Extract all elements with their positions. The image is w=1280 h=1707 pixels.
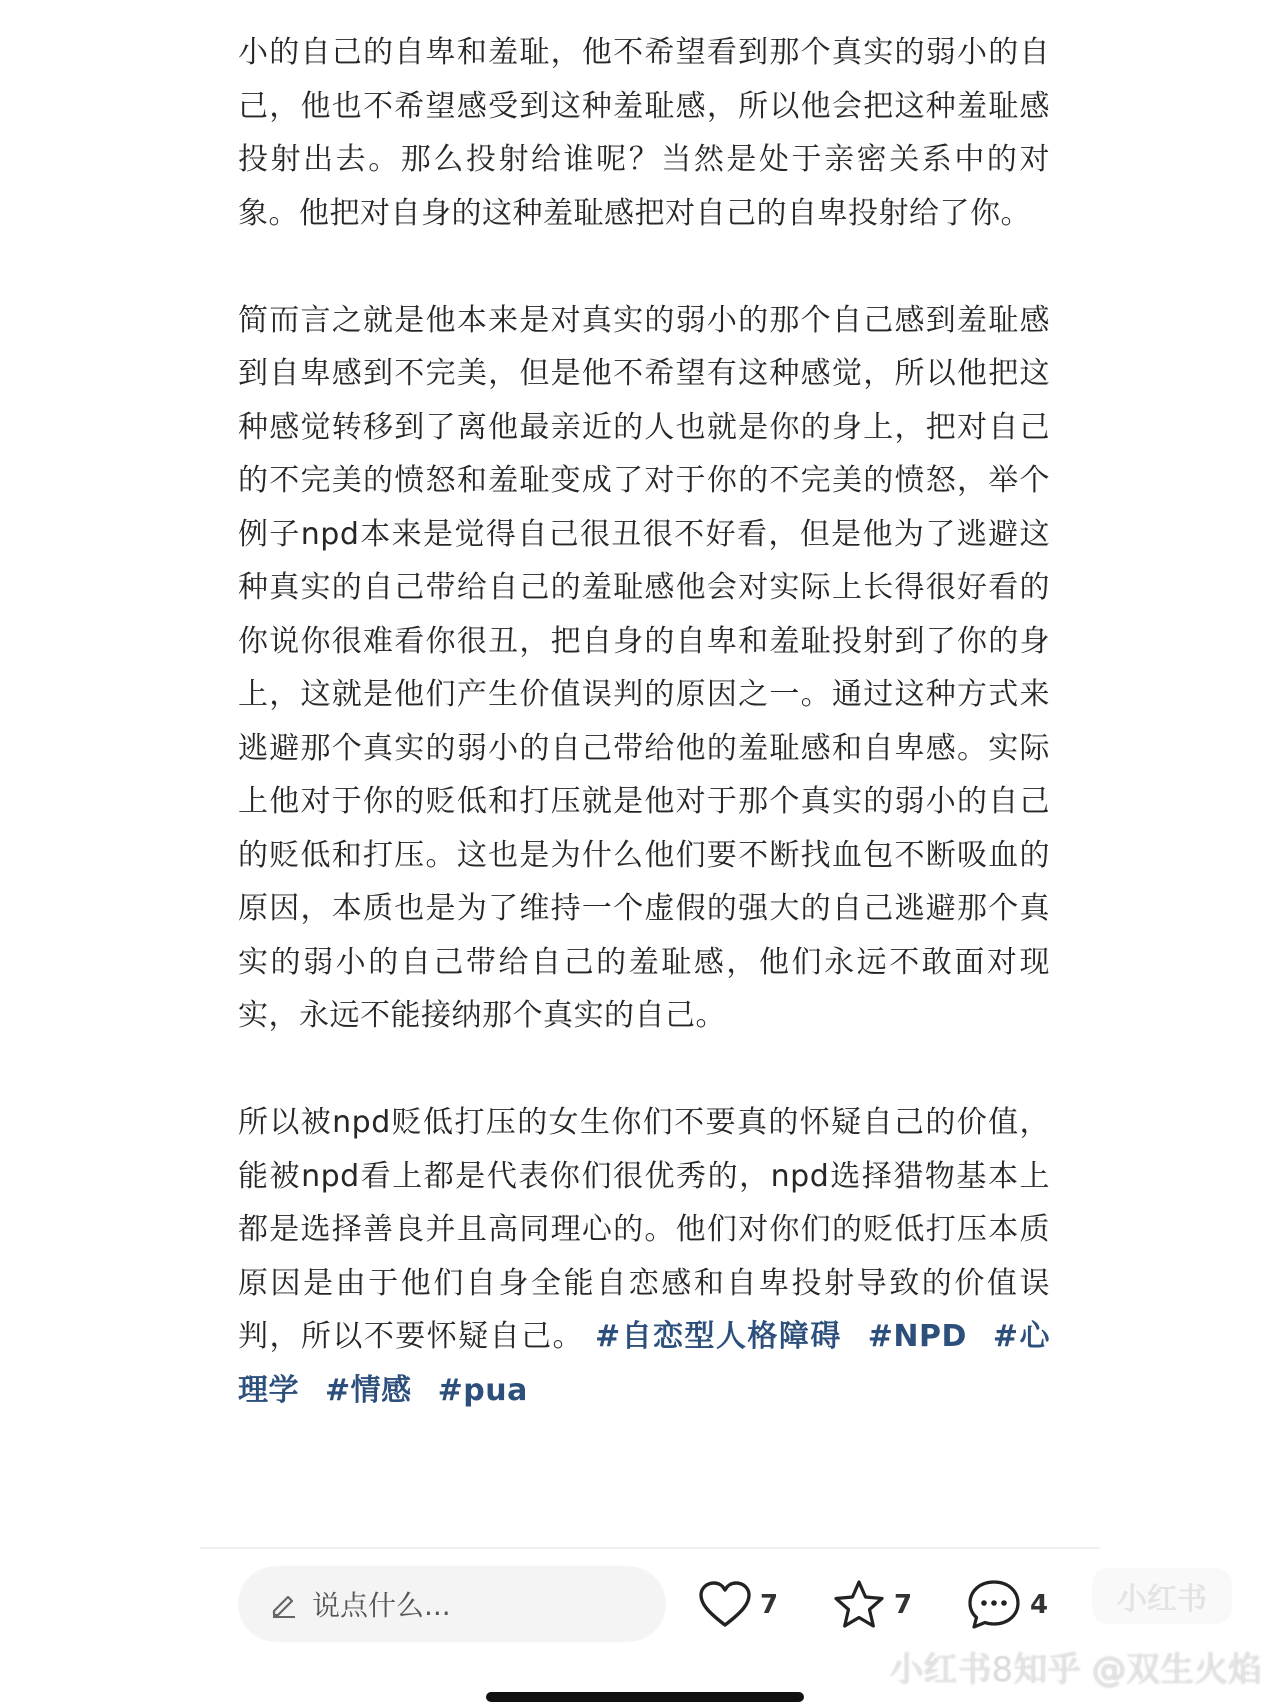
heart-icon [698, 1580, 752, 1630]
tag-psychology[interactable]: #心理学 [238, 1319, 1051, 1408]
home-indicator[interactable] [486, 1692, 804, 1702]
post-paragraph-2: 简而言之就是他本来是对真实的弱小的那个自己感到羞耻感到自卑感到不完美，但是他不希望有这种感觉，所以他把这种感觉转移到了离他最亲近的人也就是你的身上，把对自己的不完美的愤怒和羞耻变成了对于你的不完美的愤怒，举个例子npd本来是觉得自己很丑很不好看，但是他为了逃避这种真实的自己带给自己的羞耻感他会对实际上长得很好看的你说你很难看你很丑，把自身的自卑和羞耻投射到了你的身上，这就是他们产生价值误判的原因之一。通过这种方式来逃避那个真实的弱小的自己带给他的羞耻感和自卑感。实际上他对于你的贬低和打压就是他对于那个真实的弱小的自己的贬低和打压。这也是为什么他们要不断找血包不断吸血的原因，本质也是为了维持一个虚假的强大的自己逃避那个真实的弱小的自己带给自己的羞耻感，他们永远不敢面对现实，永远不能接纳那个真实的自己。 [238, 302, 1050, 1033]
collect-button[interactable] [832, 1575, 912, 1635]
comment-input[interactable] [238, 1566, 666, 1642]
tag-npd[interactable]: #NPD [867, 1319, 967, 1354]
post-paragraph-1: 小的自己的自卑和羞耻，他不希望看到那个真实的弱小的自己，他也不希望感受到这种羞耻感，所以他会把这种羞耻感投射出去。那么投射给谁呢？当然是处于亲密关系中的对象。他把对自身的这种羞耻感把对自己的自卑投射给了你。 [238, 35, 1050, 231]
zhihu-watermark-text: 知乎 @双生火焰 [1013, 1650, 1262, 1690]
collect-count: 7 [894, 1590, 913, 1620]
chat-bubble-icon [966, 1578, 1022, 1632]
bottom-bar-divider [200, 1547, 1100, 1549]
source-watermark [890, 1642, 1262, 1691]
like-button[interactable] [698, 1575, 778, 1635]
post-paragraph-3-text: 所以被npd贬低打压的女生你们不要真的怀疑自己的价值，能被npd看上都是代表你们很优秀的，npd选择猎物基本上都是选择善良并且高同理心的。他们对你们的贬低打压本质原因是由于他们自身全能自恋感和自卑投射导致的价值误判，所以不要怀疑自己。 [238, 1105, 1050, 1354]
xiaohongshu-watermark-text: 小红书 [889, 1650, 992, 1690]
like-count: 7 [760, 1590, 779, 1620]
tag-emotion[interactable]: #情感 [325, 1372, 412, 1408]
comment-placeholder: 说点什么... [312, 1589, 451, 1622]
post-body [238, 26, 1050, 1417]
comment-count: 4 [1030, 1590, 1049, 1620]
xiaohongshu-watermark-logo: 小红书 [1092, 1568, 1232, 1624]
star-icon [832, 1579, 886, 1631]
faint-watermark-digit: 8 [991, 1650, 1014, 1690]
comments-button[interactable] [966, 1575, 1048, 1635]
tag-pua[interactable]: #pua [437, 1372, 528, 1408]
post-paragraph-3 [238, 1096, 1050, 1417]
pencil-icon [268, 1589, 298, 1619]
tag-npd-disorder[interactable]: #自恋型人格障碍 [595, 1319, 842, 1354]
